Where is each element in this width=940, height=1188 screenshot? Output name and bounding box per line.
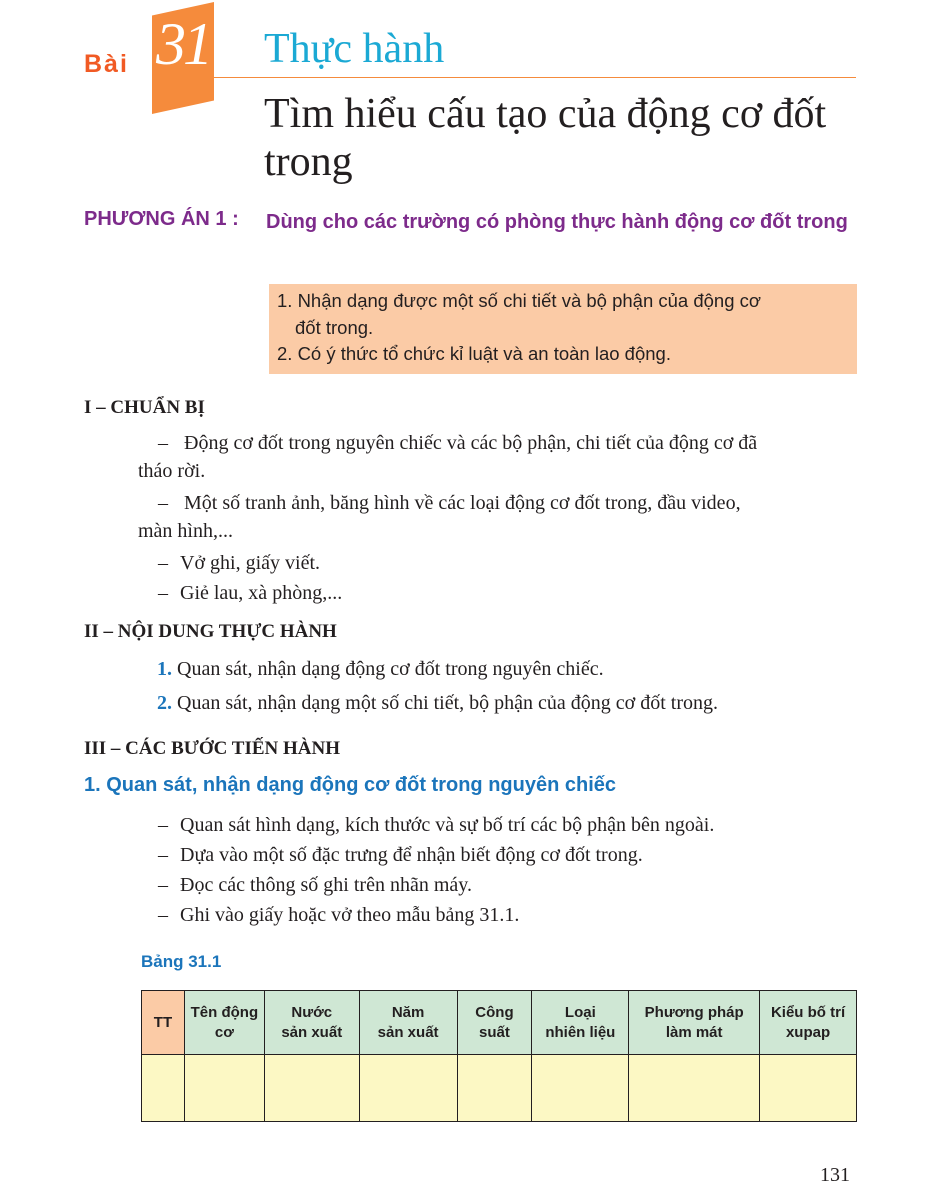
table-cell xyxy=(142,1055,185,1122)
table-cell xyxy=(629,1055,760,1122)
lesson-word: Bài xyxy=(84,50,129,78)
table-row xyxy=(142,1055,857,1122)
list-item: – Dựa vào một số đặc trưng để nhận biết động cơ đốt trong. xyxy=(158,844,643,866)
table-cell xyxy=(184,1055,264,1122)
table-cell xyxy=(532,1055,629,1122)
col-header-valve: Kiểu bố trí xupap xyxy=(760,991,857,1055)
engine-table xyxy=(141,990,857,1122)
lesson-number: 31 xyxy=(156,11,210,77)
page-title: Tìm hiểu cấu tạo của động cơ đốt trong xyxy=(264,91,827,185)
col-header-tt: TT xyxy=(142,991,185,1055)
step-1-heading: 1. Quan sát, nhận dạng động cơ đốt trong nguyên chiếc xyxy=(84,774,617,796)
section-heading-content: II – NỘI DUNG THỰC HÀNH xyxy=(84,621,337,642)
table-cell xyxy=(264,1055,359,1122)
steps-list xyxy=(158,811,858,929)
content-list xyxy=(157,655,857,717)
option-text: Dùng cho các trường có phòng thực hành động cơ đốt trong xyxy=(266,211,848,233)
list-item: – Vở ghi, giấy viết. xyxy=(158,552,320,574)
prepare-list xyxy=(138,429,856,607)
table-cell xyxy=(457,1055,532,1122)
col-header-country: Nước sản xuất xyxy=(264,991,359,1055)
col-header-fuel: Loại nhiên liệu xyxy=(532,991,629,1055)
section-heading-steps: III – CÁC BƯỚC TIẾN HÀNH xyxy=(84,738,341,759)
goal-line: 2. Có ý thức tổ chức kỉ luật và an toàn lao động. xyxy=(277,343,671,364)
goal-line: đốt trong. xyxy=(295,316,374,338)
table-cell xyxy=(359,1055,457,1122)
option-label: PHƯƠNG ÁN 1 : xyxy=(84,208,239,230)
list-item: – Đọc các thông số ghi trên nhãn máy. xyxy=(158,874,472,896)
list-item: 2. Quan sát, nhận dạng một số chi tiết, bộ phận của động cơ đốt trong. xyxy=(157,692,719,714)
header-rule xyxy=(214,77,856,78)
list-item: – Quan sát hình dạng, kích thước và sự bố trí các bộ phận bên ngoài. xyxy=(158,814,715,836)
table-cell xyxy=(760,1055,857,1122)
title-practice: Thực hành xyxy=(264,26,445,72)
list-item-continuation: tháo rời. xyxy=(138,460,206,482)
goal-line: 1. Nhận dạng được một số chi tiết và bộ phận của động cơ xyxy=(277,290,762,311)
section-heading-prepare: I – CHUẨN BỊ xyxy=(84,397,205,418)
col-header-cooling: Phương pháp làm mát xyxy=(629,991,760,1055)
table-header-row xyxy=(142,991,857,1055)
list-item: – Giẻ lau, xà phòng,... xyxy=(158,582,343,604)
list-item-continuation: màn hình,... xyxy=(138,520,233,542)
list-item: – Một số tranh ảnh, băng hình về các loại động cơ đốt trong, đầu video, xyxy=(158,492,741,514)
col-header-engine-name: Tên động cơ xyxy=(184,991,264,1055)
list-item: – Động cơ đốt trong nguyên chiếc và các bộ phận, chi tiết của động cơ đã xyxy=(158,432,758,454)
col-header-power: Công suất xyxy=(457,991,532,1055)
col-header-year: Năm sản xuất xyxy=(359,991,457,1055)
goals-box xyxy=(269,284,857,374)
table-caption: Bảng 31.1 xyxy=(141,952,222,971)
list-item: – Ghi vào giấy hoặc vở theo mẫu bảng 31.1. xyxy=(158,904,520,926)
page-number: 131 xyxy=(820,1164,850,1186)
list-item: 1. Quan sát, nhận dạng động cơ đốt trong nguyên chiếc. xyxy=(157,658,604,680)
